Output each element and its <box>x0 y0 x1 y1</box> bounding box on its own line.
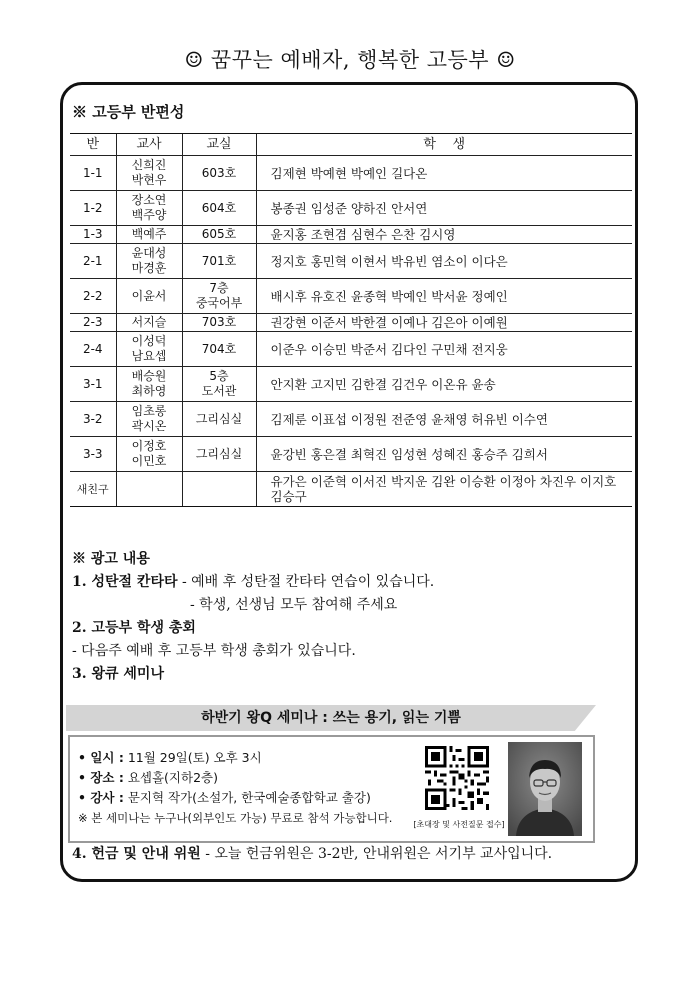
seminar-speaker-value: 문지혁 작가(소설가, 한국예술종합학교 출강) <box>123 790 371 805</box>
teacher-name: 백예주 <box>131 227 167 241</box>
room-name: 604호 <box>201 200 237 215</box>
notice-1-title: 1. 성탄절 칸타타 <box>72 574 178 590</box>
seminar-date-value: 11월 29일(토) 오후 3시 <box>123 750 262 765</box>
teacher-name: 백주양 <box>131 208 167 222</box>
col-students: 학 생 <box>256 134 632 156</box>
students-cell: 권강현 이준서 박한결 이예나 김은아 이예원 <box>256 314 632 332</box>
teacher-cell <box>116 156 182 191</box>
room-cell <box>182 314 256 332</box>
seminar-info <box>78 748 392 828</box>
students-cell: 윤강빈 홍은결 최혁진 임성현 성혜진 홍승주 김희서 <box>256 437 632 472</box>
students-cell: 김제룬 이표섭 이정원 전준영 윤채영 허유빈 이수연 <box>256 402 632 437</box>
class-cell: 1-1 <box>70 156 116 191</box>
teacher-cell <box>116 367 182 402</box>
teacher-name: 이성덕 <box>131 334 167 348</box>
teacher-name: 이정호 <box>131 439 167 453</box>
teacher-cell <box>116 402 182 437</box>
roster-row <box>70 437 632 472</box>
class-cell: 2-2 <box>70 279 116 314</box>
roster-row <box>70 226 632 244</box>
class-cell: 1-3 <box>70 226 116 244</box>
class-cell: 1-2 <box>70 191 116 226</box>
roster-row <box>70 314 632 332</box>
teacher-name: 임초롱 <box>131 404 167 418</box>
students-cell: 이준우 이승민 박준서 김다인 구민채 전지웅 <box>256 332 632 367</box>
roster-table <box>70 133 632 507</box>
teacher-cell <box>116 226 182 244</box>
teacher-name: 이윤서 <box>131 288 167 303</box>
seminar-place-value: 요셉홀(지하2층) <box>123 770 218 785</box>
notice-3-title: 3. 왕큐 세미나 <box>72 666 164 682</box>
room-name: 7층 <box>209 281 229 295</box>
room-name: 도서관 <box>201 384 237 398</box>
qr-code-icon[interactable] <box>425 746 489 810</box>
class-cell: 2-1 <box>70 244 116 279</box>
room-cell <box>182 226 256 244</box>
room-cell <box>182 437 256 472</box>
class-cell: 2-3 <box>70 314 116 332</box>
students-cell: 배시후 유호진 윤종혁 박예인 박서윤 정예인 <box>256 279 632 314</box>
seminar-note: ※ 본 세미나는 누구나(외부인도 가능) 무료로 참석 가능합니다. <box>78 811 393 825</box>
seminar-banner: 하반기 왕Q 세미나 : 쓰는 용기, 읽는 기쁨 <box>201 710 461 726</box>
notices-heading: ※ 광고 내용 <box>72 551 150 567</box>
class-cell: 새친구 <box>70 472 116 507</box>
room-cell <box>182 156 256 191</box>
room-cell <box>182 367 256 402</box>
roster-row <box>70 332 632 367</box>
students-cell: 봉종권 임성준 양하진 안서연 <box>256 191 632 226</box>
notices <box>72 548 434 686</box>
teacher-cell <box>116 279 182 314</box>
class-cell: 3-1 <box>70 367 116 402</box>
students-cell: 정지호 홍민혁 이현서 박유빈 염소이 이다은 <box>256 244 632 279</box>
roster-heading: ※ 고등부 반편성 <box>72 103 185 121</box>
notice-1 <box>72 571 434 594</box>
room-name: 704호 <box>201 341 237 356</box>
teacher-name: 박현우 <box>131 173 167 187</box>
teacher-name: 서지슬 <box>131 315 167 329</box>
notice-2-title: 2. 고등부 학생 총회 <box>72 620 196 636</box>
seminar-date <box>78 748 392 768</box>
class-cell: 3-3 <box>70 437 116 472</box>
seminar-place <box>78 768 392 788</box>
class-cell: 2-4 <box>70 332 116 367</box>
roster-row <box>70 367 632 402</box>
seminar-speaker-label: • 강사 : <box>78 790 124 805</box>
room-cell <box>182 332 256 367</box>
teacher-name: 배승원 <box>131 369 167 383</box>
students-cell: 윤지홍 조현겸 심현수 은찬 김시영 <box>256 226 632 244</box>
teacher-name: 남요셉 <box>131 349 167 363</box>
footer-notice <box>72 843 552 866</box>
roster-row <box>70 156 632 191</box>
teacher-cell <box>116 437 182 472</box>
col-class: 반 <box>70 134 116 156</box>
notice-4-text: - 오늘 헌금위원은 3-2반, 안내위원은 서기부 교사입니다. <box>200 846 553 862</box>
notice-1-text: - 예배 후 성탄절 칸타타 연습이 있습니다. <box>177 574 435 590</box>
notice-1-sub: - 학생, 선생님 모두 참여해 주세요 <box>190 597 398 613</box>
col-teacher: 교사 <box>116 134 182 156</box>
teacher-name: 장소연 <box>131 193 167 207</box>
students-cell: 김제현 박예현 박예인 길다온 <box>256 156 632 191</box>
col-room: 교실 <box>182 134 256 156</box>
room-cell <box>182 191 256 226</box>
roster-row <box>70 244 632 279</box>
room-name: 703호 <box>201 315 237 329</box>
teacher-name: 신희진 <box>131 158 167 172</box>
teacher-cell <box>116 472 182 507</box>
qr-caption: [초대장 및 사전질문 접수] <box>413 820 505 829</box>
seminar-place-label: • 장소 : <box>78 770 124 785</box>
teacher-cell <box>116 191 182 226</box>
roster-body <box>70 156 632 507</box>
room-name: 605호 <box>201 227 237 241</box>
room-name: 그리심실 <box>195 411 243 426</box>
roster-row <box>70 191 632 226</box>
speaker-photo <box>508 742 582 836</box>
seminar-speaker <box>78 788 392 808</box>
room-name: 701호 <box>201 253 237 268</box>
teacher-cell <box>116 332 182 367</box>
room-name: 603호 <box>201 165 237 180</box>
students-cell: 유가은 이준혁 이서진 박지운 김완 이승환 이정아 차진우 이지호 김승구 <box>256 472 632 507</box>
students-cell: 안지환 고지민 김한결 김건우 이온유 윤송 <box>256 367 632 402</box>
roster-row <box>70 402 632 437</box>
roster-row <box>70 472 632 507</box>
room-name: 5층 <box>209 369 229 383</box>
teacher-name: 최하영 <box>131 384 167 398</box>
room-cell <box>182 402 256 437</box>
teacher-name: 윤대성 <box>131 246 167 260</box>
teacher-cell <box>116 314 182 332</box>
teacher-cell <box>116 244 182 279</box>
page-title: ☺ 꿈꾸는 예배자, 행복한 고등부 ☺ <box>184 48 516 72</box>
teacher-name: 이민호 <box>131 454 167 468</box>
room-name: 중국어부 <box>195 296 243 310</box>
teacher-name: 마경훈 <box>131 261 167 275</box>
room-cell <box>182 244 256 279</box>
room-cell <box>182 279 256 314</box>
class-cell: 3-2 <box>70 402 116 437</box>
notice-2-text: - 다음주 예배 후 고등부 학생 총회가 있습니다. <box>72 643 356 659</box>
seminar-date-label: • 일시 : <box>78 750 124 765</box>
room-cell <box>182 472 256 507</box>
teacher-name: 곽시온 <box>131 419 167 433</box>
roster-header-row <box>70 134 632 156</box>
notice-4-title: 4. 헌금 및 안내 위원 <box>72 846 201 862</box>
roster-row <box>70 279 632 314</box>
room-name: 그리심실 <box>195 446 243 461</box>
